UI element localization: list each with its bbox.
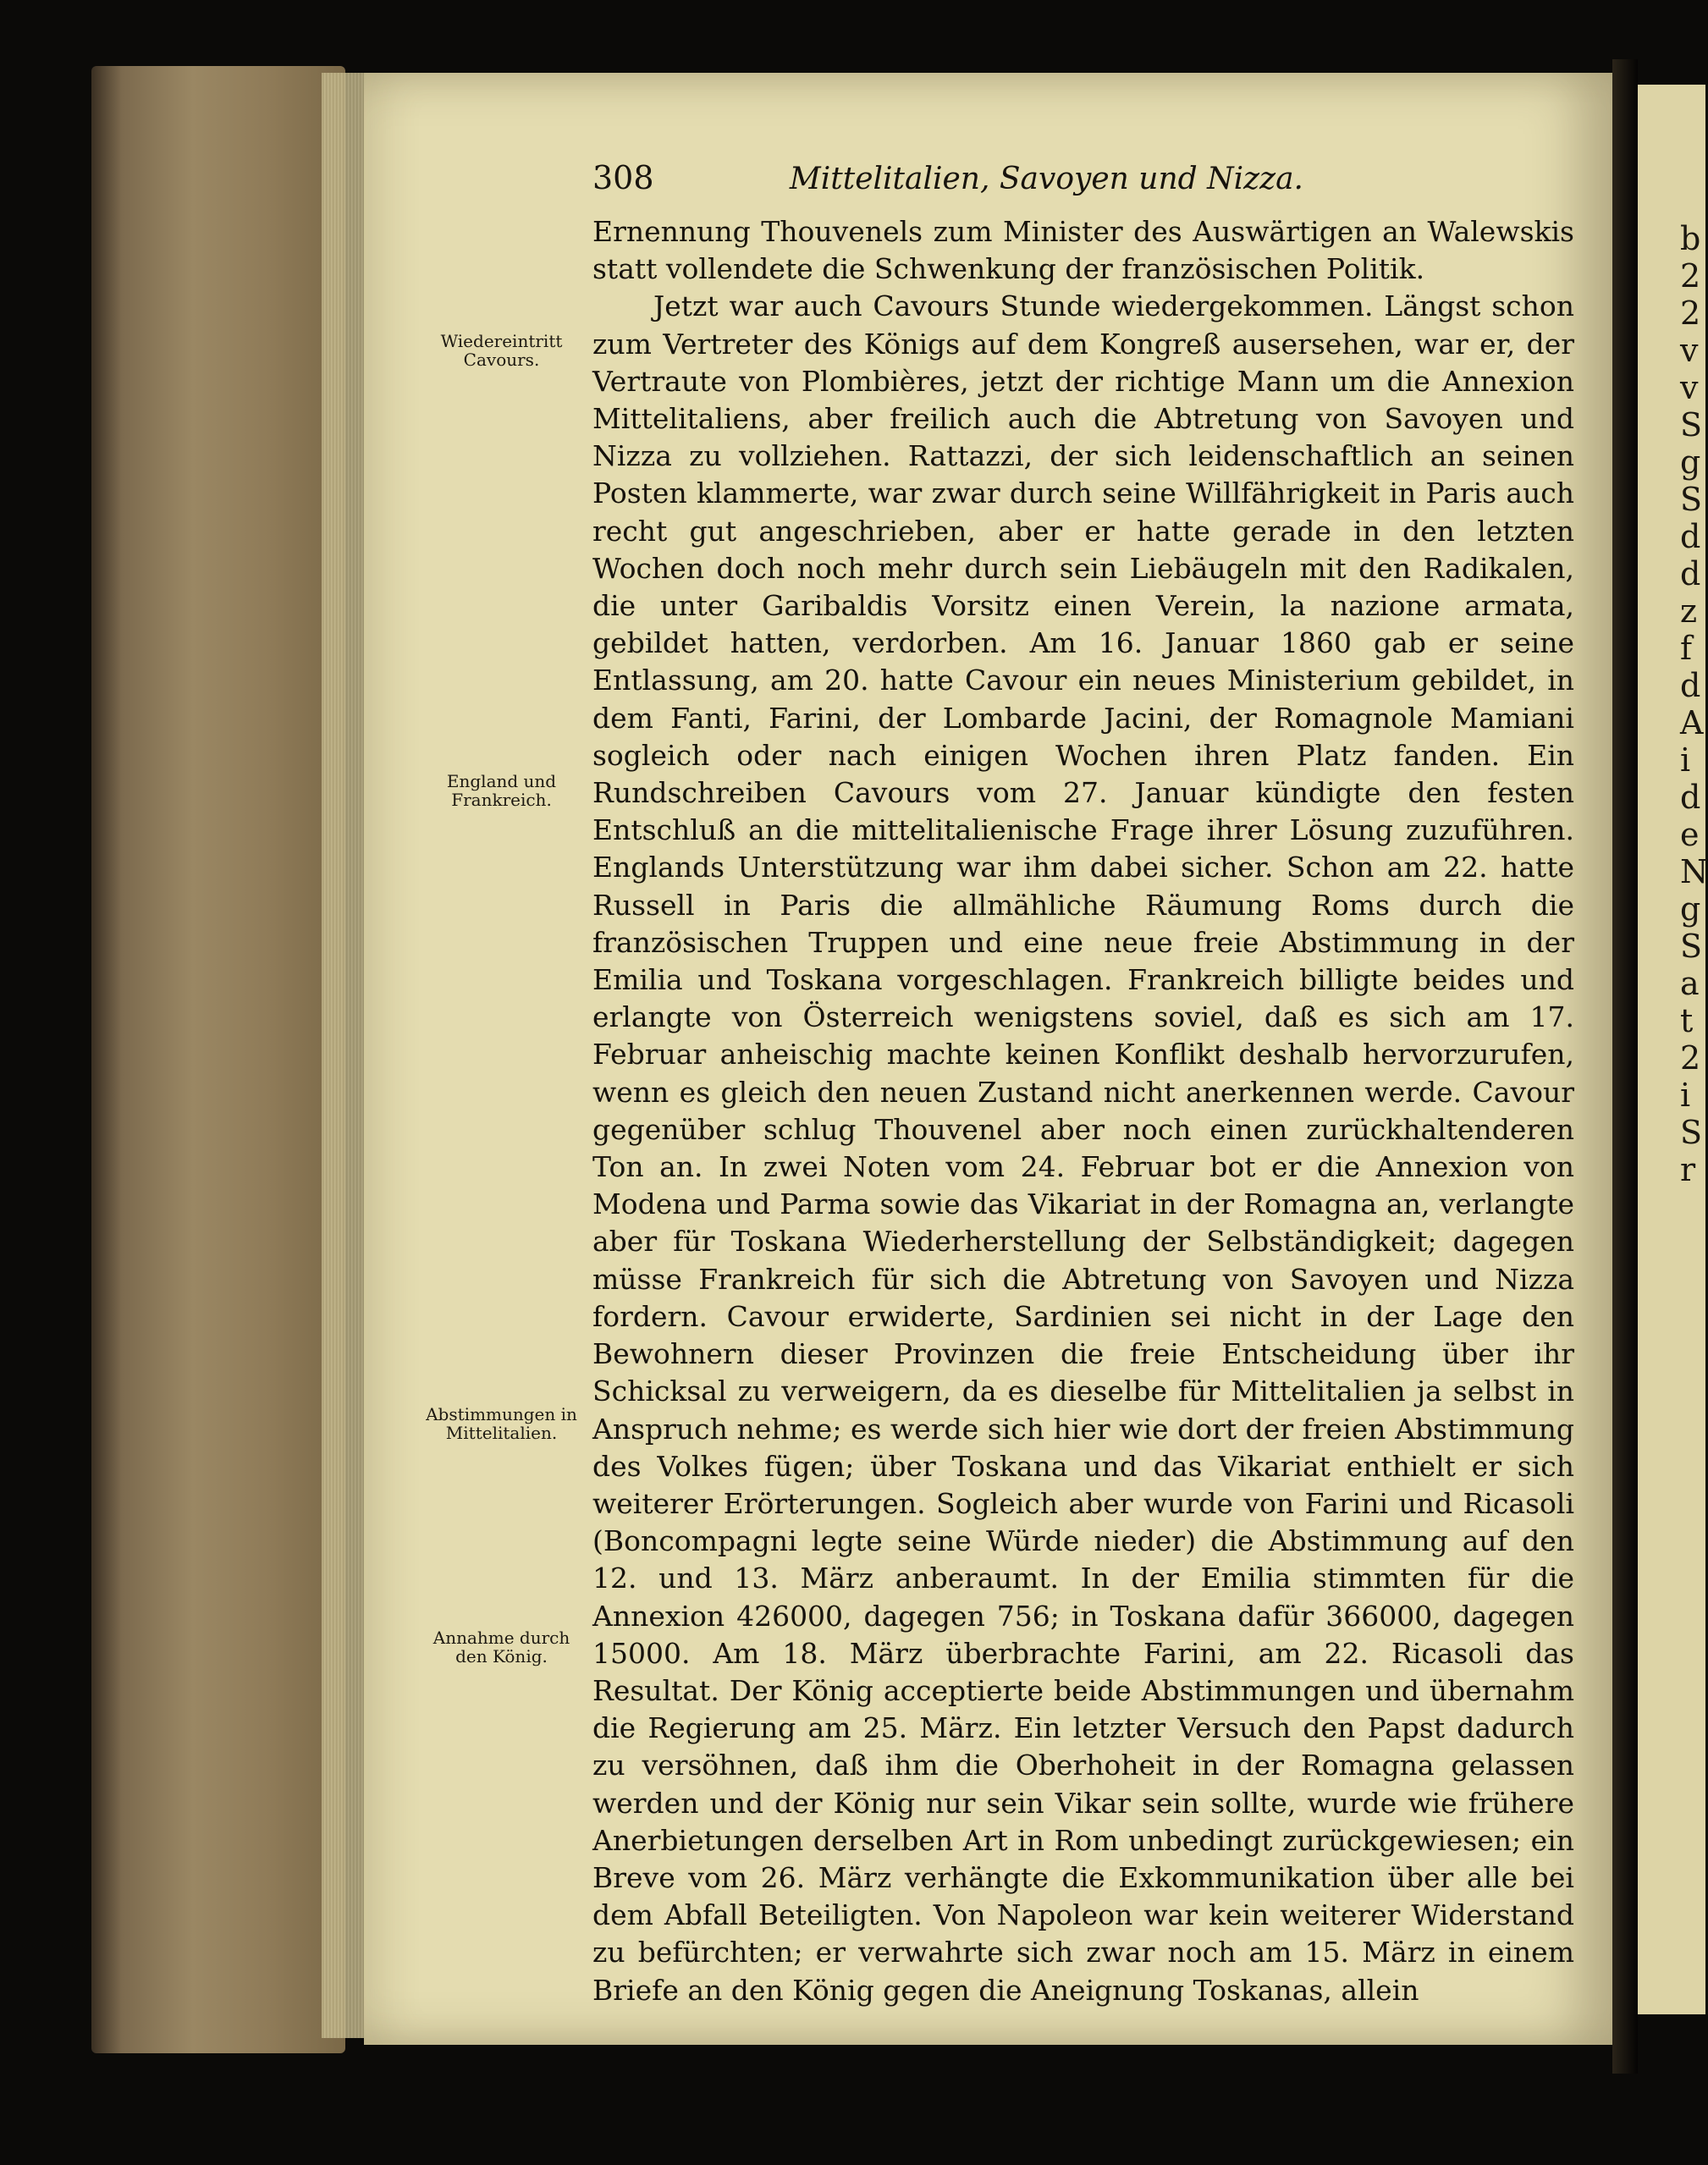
paragraph: Jetzt war auch Cavours Stunde wiedergekommen. Längst schon zum Vertreter des Königs auf dem Kongreß ausersehen, war er, der Vertraute von Plombières, jetzt der richtige Mann um die Annexion Mittelitaliens, aber freilich auch die Abtretung von Savoyen und Nizza zu vollziehen. Rattazzi, der sich leidenschaftlich an seinen Posten klammerte, war zwar durch seine Willfährigkeit in Paris auch recht gut angeschrieben, aber er hatte gerade in den letzten Wochen doch noch mehr durch sein Liebäugeln mit den Radikalen, die unter Garibaldis Vorsitz einen Verein, la nazione armata, gebildet hatten, verdorben. Am 16. Januar 1860 gab er seine Entlassung, am 20. hatte Cavour ein neues Ministerium gebildet, in dem Fanti, Farini, der Lombarde Jacini, der Romagnole Mamiani sogleich oder nach einigen Wochen ihren Platz fanden. Ein Rundschreiben Cavours vom 27. Januar kündigte den festen Entschluß an die mittelitalienische Frage ihrer Lösung zuzuführen. Englands Unterstützung war ihm dabei sicher. Schon am 22. hatte Russell in Paris die allmähliche Räumung Roms durch die französischen Truppen und eine neue freie Abstimmung in der Emilia und Toskana vorgeschlagen. Frankreich billigte beides und erlangte von Österreich wenigstens soviel, daß es sich am 17. Februar anheischig machte keinen Konflikt deshalb hervorzurufen, wenn es gleich den neuen Zustand nicht anerkennen werde. Cavour gegenüber schlug Thouvenel aber noch einen zurückhaltenderen Ton an. In zwei Noten vom 24. Februar bot er die Annexion von Modena und Parma sowie das Vikariat in der Romagna an, verlangte aber für Toskana Wiederherstellung der Selbständigkeit; dagegen müsse Frankreich für sich die Abtretung von Savoyen und Nizza fordern. Cavour erwiderte, Sardinien sei nicht in der Lage den Bewohnern dieser Provinzen die freie Entscheidung über ihr Schicksal zu verweigern, da es dieselbe für Mittelitalien ja selbst in Anspruch nehme; es werde sich hier wie dort der freien Abstimmung des Volkes fügen; über Toskana und das Vikariat enthielt er sich weiterer Erörterungen. Sogleich aber wurde von Farini und Ricasoli (Boncompagni legte seine Würde nieder) die Abstimmung auf den 12. und 13. März anberaumt. In der Emilia stimmten für die Annexion 426000, dagegen 756; in Toskana dafür 366000, dagegen 15000. Am 18. März überbrachte Farini, am 22. Ricasoli das Resultat. Der König acceptierte beide Abstimmungen und übernahm die Regierung am 25. März. Ein letzter Versuch den Papst dadurch zu versöhnen, daß ihm die Oberhoheit in der Romagna gelassen werden und der König nur sein Vikar sein sollte, wurde wie frühere Anerbietungen derselben Art in Rom unbedingt zurückgewiesen; ein Breve vom 26. März verhängte die Exkommunikation über alle bei dem Abfall Beteiligten. Von Napoleon war kein weiterer Widerstand zu befürchten; er verwahrte sich zwar noch am 15. März in einem Briefe an den König gegen die Aneignung Toskanas, allein <box>592 289 1574 2007</box>
page-number: 308 <box>592 159 654 196</box>
body-text <box>592 213 1574 2009</box>
running-title: Mittelitalien, Savoyen und Nizza. <box>789 162 1303 196</box>
facing-page-text: b 2 2 v v S g S d d z f d A i d e N g S a t 2 i S r <box>1680 220 1708 1188</box>
paragraph: Ernennung Thouvenels zum Minister des Auswärtigen an Walewskis statt vollendete die Schwenkung der französischen Politik. <box>592 215 1574 286</box>
margin-note: England und Frankreich. <box>446 771 557 810</box>
margin-note: Abstimmungen in Mittelitalien. <box>426 1404 577 1443</box>
book-gutter <box>1612 59 1638 2074</box>
margin-note: Wiedereintritt Cavours. <box>440 331 563 370</box>
margin-note: Annahme durch den König. <box>433 1628 570 1666</box>
running-head <box>592 159 1303 196</box>
book-cover-edge <box>91 66 345 2053</box>
